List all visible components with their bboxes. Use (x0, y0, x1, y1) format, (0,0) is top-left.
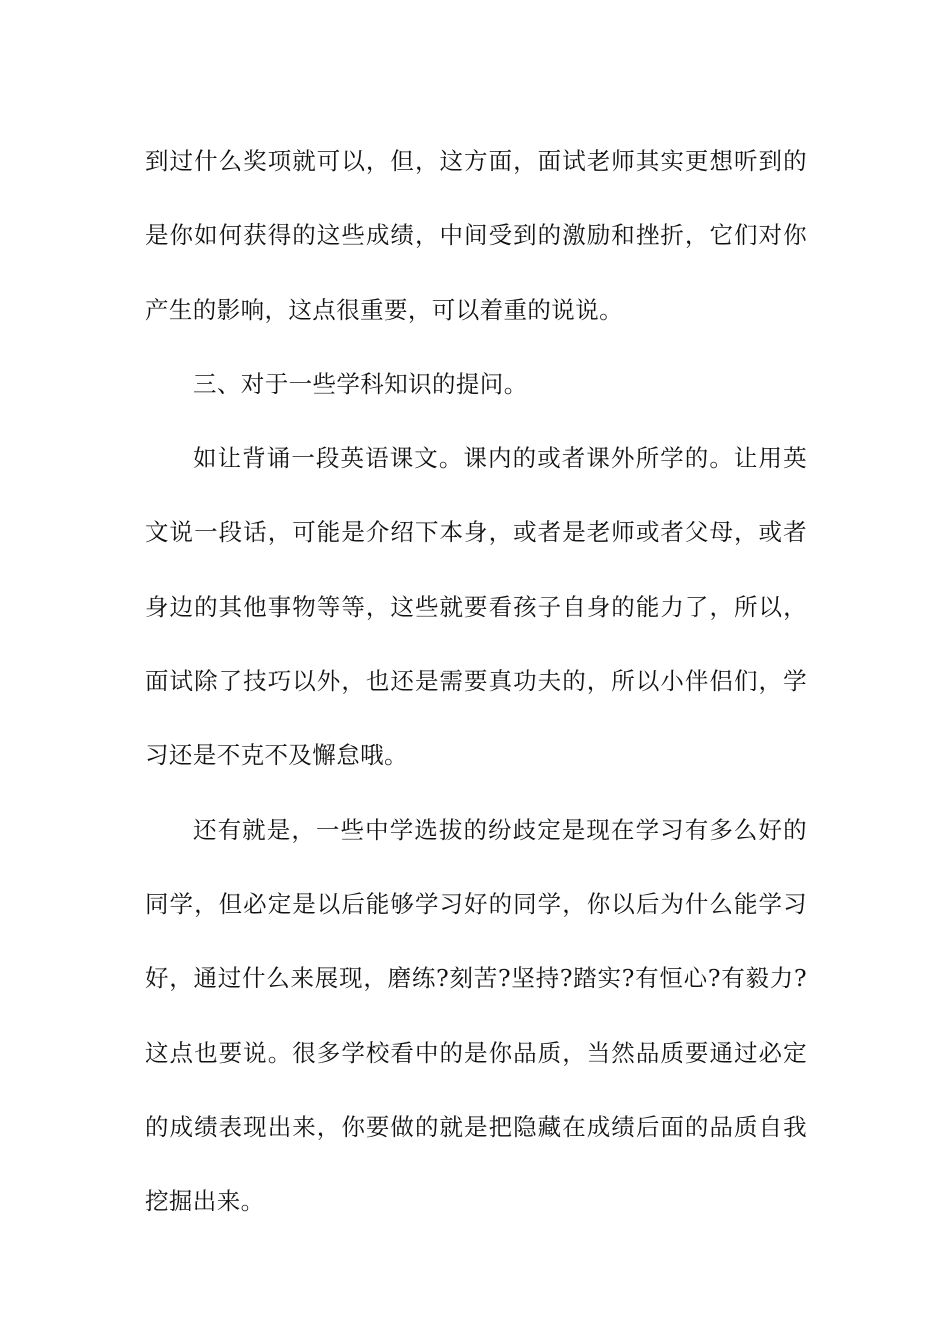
document-page (145, 124, 807, 1238)
paragraph-3: 还有就是，一些中学选拔的纷歧定是现在学习有多么好的同学，但必定是以后能够学习好的同学，你以后为什么能学习好，通过什么来展现，磨练?刻苦?坚持?踏实?有恒心?有毅力?这点也要说。很多学校看中的是你品质，当然品质要通过必定的成绩表现出来，你要做的就是把隐藏在成绩后面的品质自我挖掘出来。 (145, 815, 808, 1216)
paragraph-1: 到过什么奖项就可以，但，这方面，面试老师其实更想听到的是你如何获得的这些成绩，中间受到的激励和挫折，它们对你产生的影响，这点很重要，可以着重的说说。 (145, 147, 807, 324)
paragraph-2: 如让背诵一段英语课文。课内的或者课外所学的。让用英文说一段话，可能是介绍下本身，或者是老师或者父母，或者身边的其他事物等等，这些就要看孩子自身的能力了，所以，面试除了技巧以外，也还是需要真功夫的，所以小伴侣们，学习还是不克不及懈怠哦。 (145, 444, 807, 770)
section-heading: 三、对于一些学科知识的提问。 (193, 369, 528, 398)
